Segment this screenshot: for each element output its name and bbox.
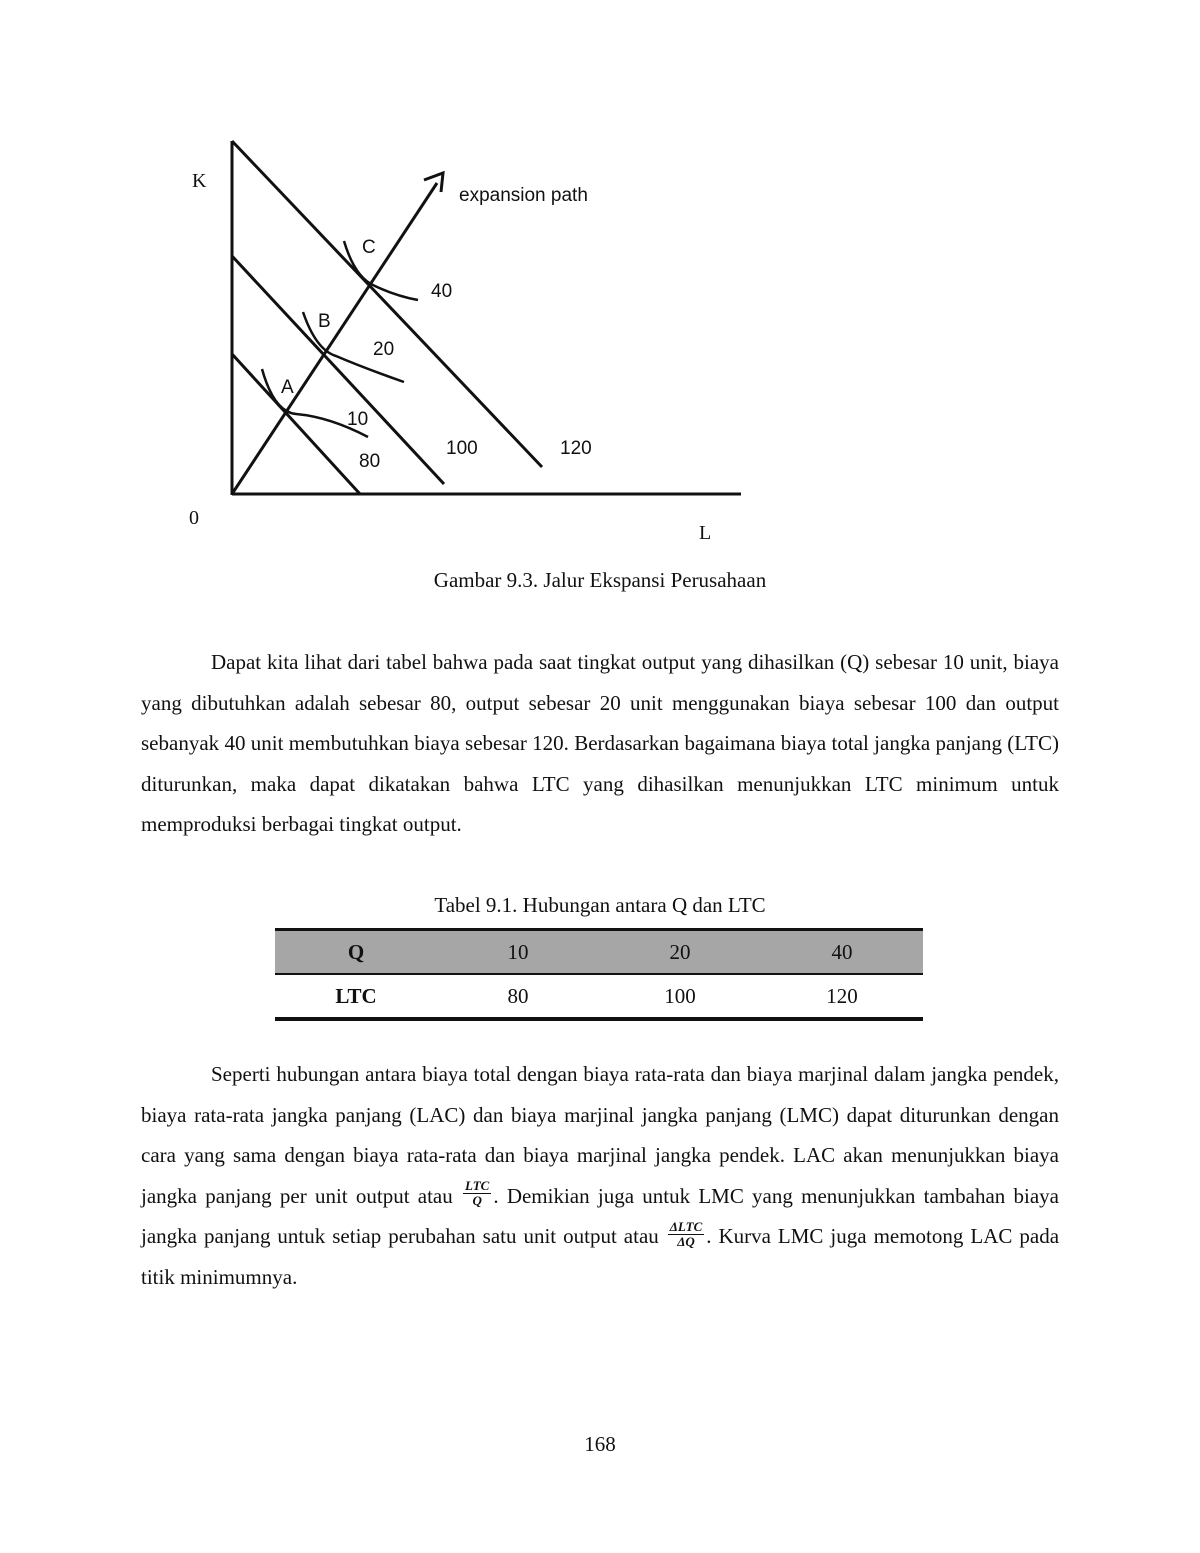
table-cell: 80 bbox=[437, 974, 599, 1019]
paragraph-1-text: Dapat kita lihat dari tabel bahwa pada saat tingkat output yang dihasilkan (Q) sebesar 10 unit, biaya yang dibutuhkan adalah sebesar 80, output sebesar 20 unit menggunakan biaya sebesar 100 dan output sebanyak 40 unit membutuhkan biaya sebesar 120. Berdasarkan bagaimana biaya total jangka panjang (LTC) diturunkan, maka dapat dikatakan bahwa LTC yang dihasilkan menunjukkan LTC minimum untuk memproduksi berbagai tingkat output. bbox=[141, 650, 1059, 836]
isocost-label-80: 80 bbox=[359, 451, 381, 472]
ltc-over-q-fraction bbox=[463, 1179, 491, 1208]
paragraph-2-part-1: Seperti hubungan antara biaya total dengan biaya rata-rata dan biaya marjinal dalam jangka pendek, biaya rata-rata jangka panjang (LAC) dan biaya marjinal jangka panjang (LMC) dapat diturunkan dengan cara yang sama dengan biaya rata-rata dan biaya marjinal jangka pendek. LAC akan menunjukkan biaya jangka panjang per unit output atau bbox=[141, 1062, 1059, 1208]
isocost-label-120: 120 bbox=[560, 438, 592, 459]
q-ltc-table bbox=[275, 928, 923, 1021]
fraction-denominator: ΔQ bbox=[677, 1233, 695, 1249]
fraction-numerator: ΔLTC bbox=[669, 1218, 703, 1234]
table-cell: 100 bbox=[599, 974, 761, 1019]
isoquant-label-40: 40 bbox=[431, 281, 453, 302]
isoquant-label-20: 20 bbox=[373, 339, 395, 360]
isocost-line-100 bbox=[232, 256, 444, 484]
expansion-path-label: expansion path bbox=[459, 185, 588, 206]
expansion-path-figure bbox=[0, 0, 1200, 560]
table-row bbox=[275, 974, 923, 1019]
figure-caption: Gambar 9.3. Jalur Ekspansi Perusahaan bbox=[433, 568, 767, 592]
table-header-cell: 10 bbox=[437, 930, 599, 975]
fraction-numerator: LTC bbox=[465, 1178, 490, 1194]
table-header-row bbox=[275, 930, 923, 975]
point-label-c: C bbox=[362, 237, 376, 258]
table-header-cell: Q bbox=[275, 930, 437, 975]
table-caption: Tabel 9.1. Hubungan antara Q dan LTC bbox=[434, 893, 766, 917]
paragraph-2-part-2: . Demikian juga untuk LMC yang menunjukkan tambahan biaya jangka panjang untuk setiap perubahan satu unit output atau bbox=[141, 1183, 1059, 1248]
point-label-b: B bbox=[318, 311, 331, 332]
paragraph-2 bbox=[141, 1054, 1059, 1297]
page-number: 168 bbox=[584, 1432, 616, 1456]
isocost-label-100: 100 bbox=[446, 438, 478, 459]
table-header-cell: 40 bbox=[761, 930, 923, 975]
paragraph-1 bbox=[141, 642, 1059, 845]
fraction-denominator: Q bbox=[472, 1193, 482, 1209]
paragraph-2-part-3: . Kurva LMC juga memotong LAC pada titik minimumnya. bbox=[141, 1224, 1060, 1289]
point-label-a: A bbox=[281, 377, 294, 398]
isoquant-label-10: 10 bbox=[347, 409, 369, 430]
l-axis-label: L bbox=[699, 522, 712, 544]
table-header-cell: 20 bbox=[599, 930, 761, 975]
delta-ltc-over-delta-q-fraction bbox=[668, 1220, 704, 1249]
origin-label: 0 bbox=[189, 507, 199, 529]
table-cell: 120 bbox=[761, 974, 923, 1019]
k-axis-label: K bbox=[192, 170, 207, 192]
expansion-path-line bbox=[232, 183, 437, 494]
table-cell: LTC bbox=[275, 974, 437, 1019]
